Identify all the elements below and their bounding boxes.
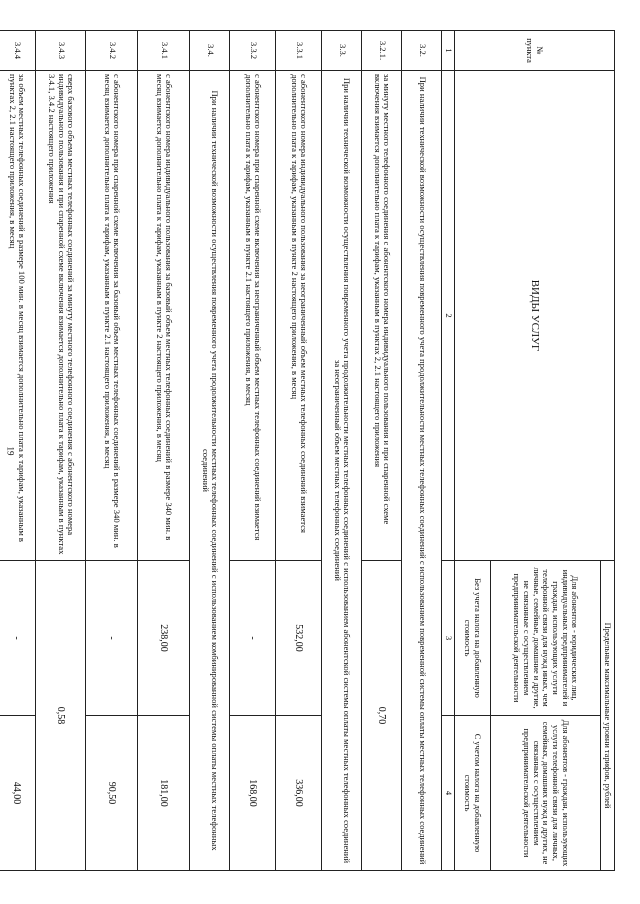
header-without-vat: Без учета налога на добавленную стоимость (455, 561, 491, 716)
table-row (402, 31, 442, 871)
table-row (190, 31, 230, 871)
table-row (230, 31, 276, 871)
row-num: 3.4.3 (36, 31, 86, 71)
row-value-b: 181,00 (138, 716, 190, 871)
table-row (36, 31, 86, 871)
row-text: с абонентского номера при спаренной схеме включения за неограниченный объем местных телефонных соединений взимается дополнительно плата к тарифам, указанным в пункте 2.1 настоящего приложения, в месяц (230, 71, 276, 561)
row-text: с абонентского номера индивидуального пользования за неограниченный объем местных телефонных соединений взимается дополнительно плата к тарифам, указанным в пункте 2 настоящего приложения, в месяц (276, 71, 322, 561)
header-with-vat: С учетом налога на добавленную стоимость (455, 716, 491, 871)
row-num: 3.2. (402, 31, 442, 71)
table-row (322, 31, 362, 871)
tariff-table (0, 30, 615, 871)
row-value-a: 238,00 (138, 561, 190, 716)
row-text: за минуту местного телефонного соединения с абонентского номера индивидуального пользования и при спаренной схеме включения взимается дополнительно плата к тарифам, указанным в пунктах 2, 2.1 настоящего приложения (362, 71, 402, 561)
row-value-a: 532,00 (276, 561, 322, 716)
row-text: При наличии технической возможности осуществления повременного учета продолжительности местных телефонных соединений с использованием абонентской системы оплаты местных телефонных соединений за неограниченный объем местных телефонных соединений (322, 71, 362, 871)
row-text: с абонентского номера индивидуального пользования за базовый объем местных телефонных соединений в размере 340 мин. в месяц взимается дополнительно плата к тарифам, указанным в пункте 2 настоящего приложения, в месяц (138, 71, 190, 561)
header-num: № пункта (455, 31, 615, 71)
row-num: 3.4.2 (86, 31, 138, 71)
header-group-a: Для абонентов - юридических лиц, индивидуальных предпринимателей и граждан, использующих услуги телефонной связи для нужд иных, чем личные, семейные, домашние и другие, не связанные с осуществлением предпринимательской деятельности (491, 561, 601, 716)
index-2: 2 (442, 71, 455, 561)
row-num: 3.2.1. (362, 31, 402, 71)
row-value-b: 336,00 (276, 716, 322, 871)
header-max-levels: Предельные максимальные уровни тарифов, рублей (601, 561, 615, 871)
table-row (86, 31, 138, 871)
row-text: При наличии технической возможности осуществления повременного учета продолжительности местных телефонных соединений с использованием комбинированной системы оплаты местных телефонных соединений (190, 71, 230, 871)
header-services: ВИДЫ УСЛУГ (455, 71, 615, 561)
row-value-b: 168,00 (230, 716, 276, 871)
index-4: 4 (442, 716, 455, 871)
row-value-merged: 0,58 (36, 561, 86, 871)
row-value-a: - (230, 561, 276, 716)
row-num: 3.4.1 (138, 31, 190, 71)
row-num: 3.3.1 (276, 31, 322, 71)
table-row (276, 31, 322, 871)
row-num: 3.3.2 (230, 31, 276, 71)
row-text: за объем местных телефонных соединений в размере 100 мин. в месяц взимается дополнительно плата к тарифам, указанным в пунктах 2, 2.1 настоящего приложения, в месяц (0, 71, 36, 561)
row-value-b: 90,50 (86, 716, 138, 871)
page-number: 19 (5, 446, 16, 456)
row-value-merged: 0,70 (362, 561, 402, 871)
row-num: 3.4.4 (0, 31, 36, 71)
row-value-a: - (86, 561, 138, 716)
row-text: с абонентского номера при спаренной схеме включения за базовый объем местных телефонных соединений в размере 340 мин. в месяц взимается дополнительно плата к тарифам, указанным в пункте 2.1 настоящего приложения, в месяц (86, 71, 138, 561)
table-row (138, 31, 190, 871)
header-group-b: Для абонентов - граждан, использующих услуги телефонной связи для личных, семейных, домашних нужд и других, не связанных с осуществлением предпринимательской деятельности (491, 716, 601, 871)
row-text: При наличии технической возможности осуществления повременного учета продолжительности местных телефонных соединений с использованием повременной системы оплаты местных телефонных соединений (402, 71, 442, 871)
row-text: сверх базового объема местных телефонных соединений за минуту местного телефонного соединения с абонентского номера индивидуального пользования и при спаренной схеме включения взимается дополнительно плата к тарифам, указанным в пунктах 3.4.1, 3.4.2 настоящего приложения (36, 71, 86, 561)
index-1: 1 (442, 31, 455, 71)
table-row (362, 31, 402, 871)
row-value-a: - (0, 561, 36, 716)
row-num: 3.4. (190, 31, 230, 71)
row-num: 3.3. (322, 31, 362, 71)
table-row (0, 31, 36, 871)
row-value-b: 44,00 (0, 716, 36, 871)
index-3: 3 (442, 561, 455, 716)
